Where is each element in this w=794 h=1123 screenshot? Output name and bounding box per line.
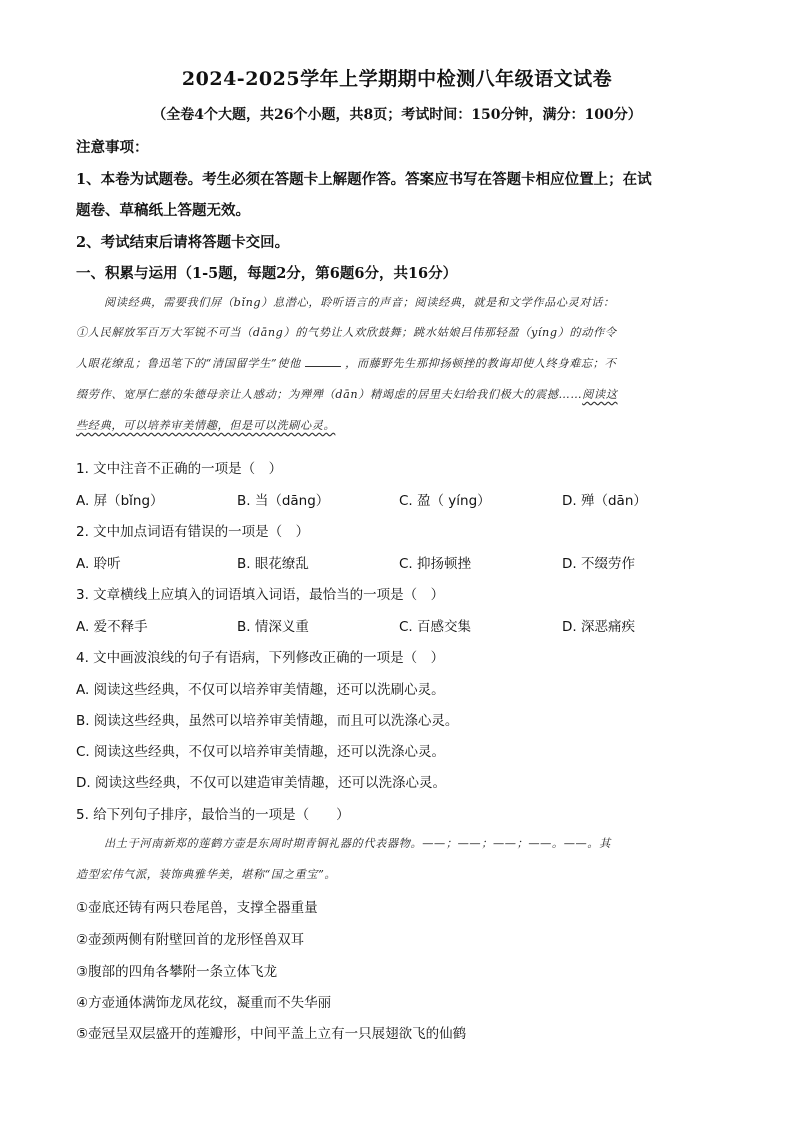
q5-sentence-4: ④方壶通体满饰龙凤花纹，凝重而不失华丽 bbox=[76, 995, 332, 1011]
passage-line-4 bbox=[76, 386, 618, 402]
question-2-stem: 2. 文中加点词语有错误的一项是（ ） bbox=[76, 524, 310, 540]
question-1-option-c: C. 盈（ yíng） bbox=[399, 493, 491, 509]
q5-sentence-1: ①壶底还铸有两只卷尾兽，支撑全器重量 bbox=[76, 900, 318, 916]
question-4-stem: 4. 文中画波浪线的句子有语病，下列修改正确的一项是（ ） bbox=[76, 650, 445, 666]
question-1-option-d: D. 殚（dān） bbox=[562, 493, 647, 509]
question-3-option-d: D. 深恶痛疾 bbox=[562, 619, 635, 635]
question-2-option-b: B. 眼花缭乱 bbox=[237, 556, 309, 572]
passage-line-1: 阅读经典，需要我们屏（bǐng）息潜心，聆听语言的声音；阅读经典，就是和文学作品心灵对话： bbox=[104, 296, 615, 309]
notice-item-2: 2、考试结束后请将答题卡交回。 bbox=[76, 234, 290, 251]
exam-subtitle: （全卷4个大题，共26个小题，共8页；考试时间：150分钟，满分：100分） bbox=[152, 107, 642, 123]
question-3-option-c: C. 百感交集 bbox=[399, 619, 472, 635]
question-4-option-b: B. 阅读这些经典，虽然可以培养审美情趣，而且可以洗涤心灵。 bbox=[76, 713, 459, 729]
q5-passage-line-1: 出土于河南新郑的莲鹤方壶是东周时期青铜礼器的代表器物。——；——；——；——。——。其 bbox=[104, 837, 611, 850]
notice-heading: 注意事项： bbox=[76, 139, 149, 156]
question-3-option-a: A. 爱不释手 bbox=[76, 619, 148, 635]
wavy-underlined-sentence-end: 些经典，可以培养审美情趣，但是可以洗刷心灵。 bbox=[76, 419, 336, 432]
passage-line-2: ①人民解放军百万大军锐不可当（dāng）的气势让人欢欣鼓舞；跳水姑娘吕伟那轻盈（yíng）的动作令 bbox=[76, 326, 617, 339]
question-1-option-a: A. 屏（bǐng） bbox=[76, 493, 164, 509]
exam-title: 2024-2025学年上学期期中检测八年级语文试卷 bbox=[181, 68, 613, 90]
passage-line-3 bbox=[76, 355, 616, 371]
passage-line-3-part-b: ，而藤野先生那抑扬顿挫的教诲却使人终身难忘；不 bbox=[345, 357, 617, 370]
passage-line-3-part-a: 人眼花缭乱；鲁迅笔下的“清国留学生”使他 bbox=[76, 357, 301, 370]
section-1-heading: 一、积累与运用（1-5题，每题2分，第6题6分，共16分） bbox=[76, 265, 458, 282]
notice-item-1-line-1: 1、本卷为试题卷。考生必须在答题卡上解题作答。答案应书写在答题卡相应位置上；在试 bbox=[76, 171, 652, 188]
question-2-option-c: C. 抑扬顿挫 bbox=[399, 556, 472, 572]
question-4-option-a: A. 阅读这些经典，不仅可以培养审美情趣，还可以洗刷心灵。 bbox=[76, 682, 445, 698]
passage-line-4-text: 缀劳作、宽厚仁慈的朱德母亲让人感动；为殚殚（dān）精竭虑的居里夫妇给我们极大的震撼…… bbox=[76, 388, 583, 401]
question-2-option-a: A. 聆听 bbox=[76, 556, 121, 572]
question-3-option-b: B. 情深义重 bbox=[237, 619, 309, 635]
fill-in-blank bbox=[305, 366, 341, 367]
question-3-stem: 3. 文章横线上应填入的词语填入词语，最恰当的一项是（ ） bbox=[76, 587, 445, 603]
question-5-stem: 5. 给下列句子排序，最恰当的一项是（ ） bbox=[76, 807, 350, 823]
question-4-option-c: C. 阅读这些经典，不仅可以培养审美情趣，还可以洗涤心灵。 bbox=[76, 744, 446, 760]
q5-passage-line-2: 造型宏伟气派，装饰典雅华美，堪称“国之重宝”。 bbox=[76, 868, 337, 881]
question-1-stem: 1. 文中注音不正确的一项是（ ） bbox=[76, 461, 283, 477]
q5-sentence-5: ⑤壶冠呈双层盛开的莲瓣形，中间平盖上立有一只展翅欲飞的仙鹤 bbox=[76, 1026, 467, 1042]
q5-sentence-3: ③腹部的四角各攀附一条立体飞龙 bbox=[76, 964, 278, 980]
question-2-option-d: D. 不缀劳作 bbox=[562, 556, 635, 572]
passage-line-5 bbox=[76, 417, 335, 433]
q5-sentence-2: ②壶颈两侧有附壁回首的龙形怪兽双耳 bbox=[76, 932, 305, 948]
question-4-option-d: D. 阅读这些经典，不仅可以建造审美情趣，还可以洗涤心灵。 bbox=[76, 775, 446, 791]
wavy-underlined-sentence-start: 阅读这 bbox=[582, 388, 618, 401]
notice-item-1-line-2: 题卷、草稿纸上答题无效。 bbox=[76, 202, 250, 219]
question-1-option-b: B. 当（dāng） bbox=[237, 493, 330, 509]
